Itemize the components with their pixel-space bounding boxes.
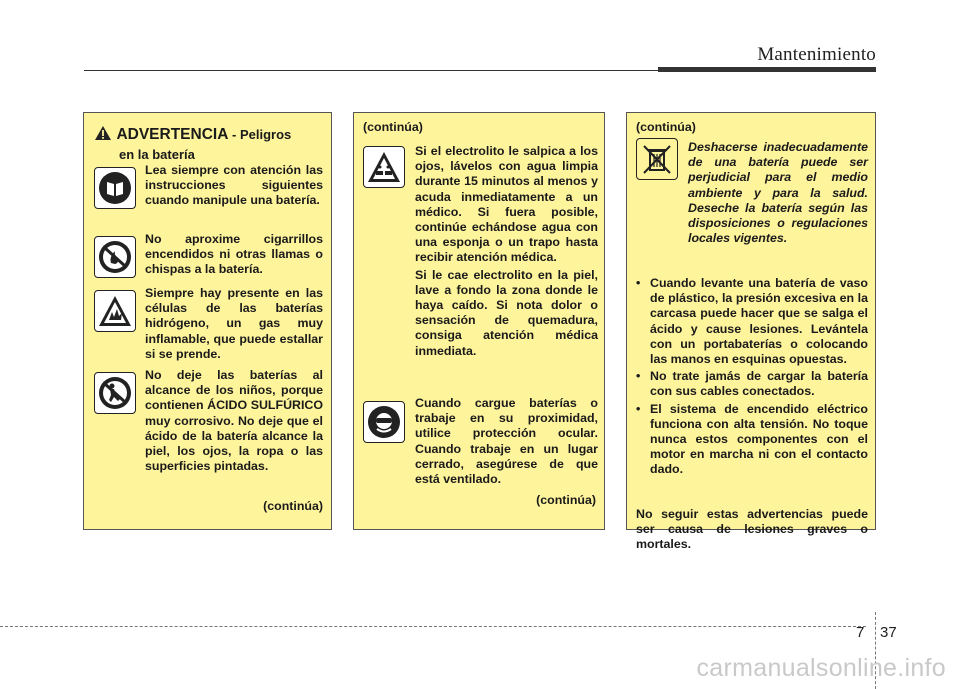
panel2-top-continua: (continúa)	[363, 120, 423, 134]
panel3-top-continua: (continúa)	[636, 120, 696, 134]
warning-heading-main: ADVERTENCIA	[116, 126, 229, 143]
footer-rule	[0, 626, 866, 627]
list-item: • Cuando levante una batería de vaso de plástico, la presión excesiva en la carcasa puede hacer que se salga el ácido y cause lesiones. Levántela con un portabaterías o colocando las manos en esquinas opuestas.	[636, 276, 868, 367]
keep-away-children-icon	[94, 372, 136, 414]
panel3-bullet-list	[636, 276, 868, 480]
page-header-title: Mantenimiento	[757, 44, 876, 65]
warning-triangle-icon	[94, 125, 112, 146]
warning-panel-1	[83, 112, 332, 530]
header-rule-accent	[658, 67, 876, 72]
panel1-item-2: No aproxime cigarrillos encendidos ni otras llamas o chispas a la batería.	[145, 232, 323, 277]
page-number: 37	[880, 624, 897, 641]
list-item: • No trate jamás de cargar la batería con sus cables conectados.	[636, 369, 868, 399]
panel1-item-3: Siempre hay presente en las células de las baterías hidrógeno, un gas muy inflamable, que puede estallar si se prende.	[145, 286, 323, 361]
watermark: carmanualsonline.info	[696, 654, 946, 682]
panel2-item-1	[415, 144, 598, 359]
list-item: • El sistema de encendido eléctrico funciona con alta tensión. No toque nunca estos componentes con el motor en marcha ni con el contacto dado.	[636, 402, 868, 478]
panel2-item-1-text-b: Si le cae electrolito en la piel, lave a fondo la zona donde le haya caído. Si nota dolor o sensación de quemadura, consiga atención médica inmediata.	[415, 267, 598, 358]
crossed-bin-icon	[636, 138, 678, 180]
warning-panel-2	[353, 112, 605, 530]
warning-heading-line2: en la batería	[119, 147, 195, 162]
chapter-number: 7	[856, 624, 865, 641]
warning-heading	[94, 125, 291, 164]
panel3-closing: No seguir estas advertencias puede ser causa de lesiones graves o mortales.	[636, 507, 868, 552]
manual-book-icon	[94, 167, 136, 209]
no-smoking-flame-icon	[94, 236, 136, 278]
panel2-item-2: Cuando cargue baterías o trabaje en su proximidad, utilice protección ocular. Cuando trabaje en un lugar cerrado, asegúrese de que está ventilado.	[415, 396, 598, 487]
warning-heading-sub: - Peligros	[228, 127, 292, 142]
panel3-disposal-text: Deshacerse inadecuadamente de una batería puede ser perjudicial para el medio ambiente y para la salud. Deseche la batería según las disposiciones o regulaciones locales vigentes.	[688, 140, 868, 246]
warning-panel-3	[626, 112, 876, 552]
panel2-continua: (continúa)	[536, 493, 596, 507]
header-rule	[84, 70, 658, 71]
panel1-item-1: Lea siempre con atención las instrucciones siguientes cuando manipule una batería.	[145, 163, 323, 208]
panel2-item-1-text-a: Si el electrolito le salpica a los ojos, lávelos con agua limpia durante 15 minutos al menos y acuda inmediatamente a un médico. Si fuera posible, continúe echándose agua con una esponja o un trapo hasta recibir atención médica.	[415, 144, 598, 265]
corrosive-icon	[363, 146, 405, 188]
explosion-icon	[94, 290, 136, 332]
panel1-continua: (continúa)	[263, 499, 323, 513]
eye-protection-icon	[363, 401, 405, 443]
panel1-item-4: No deje las baterías al alcance de los niños, porque contienen ÁCIDO SULFÚRICO muy corrosivo. No deje que el ácido de la batería alcance la piel, los ojos, la ropa o las superficies pintadas.	[145, 368, 323, 474]
